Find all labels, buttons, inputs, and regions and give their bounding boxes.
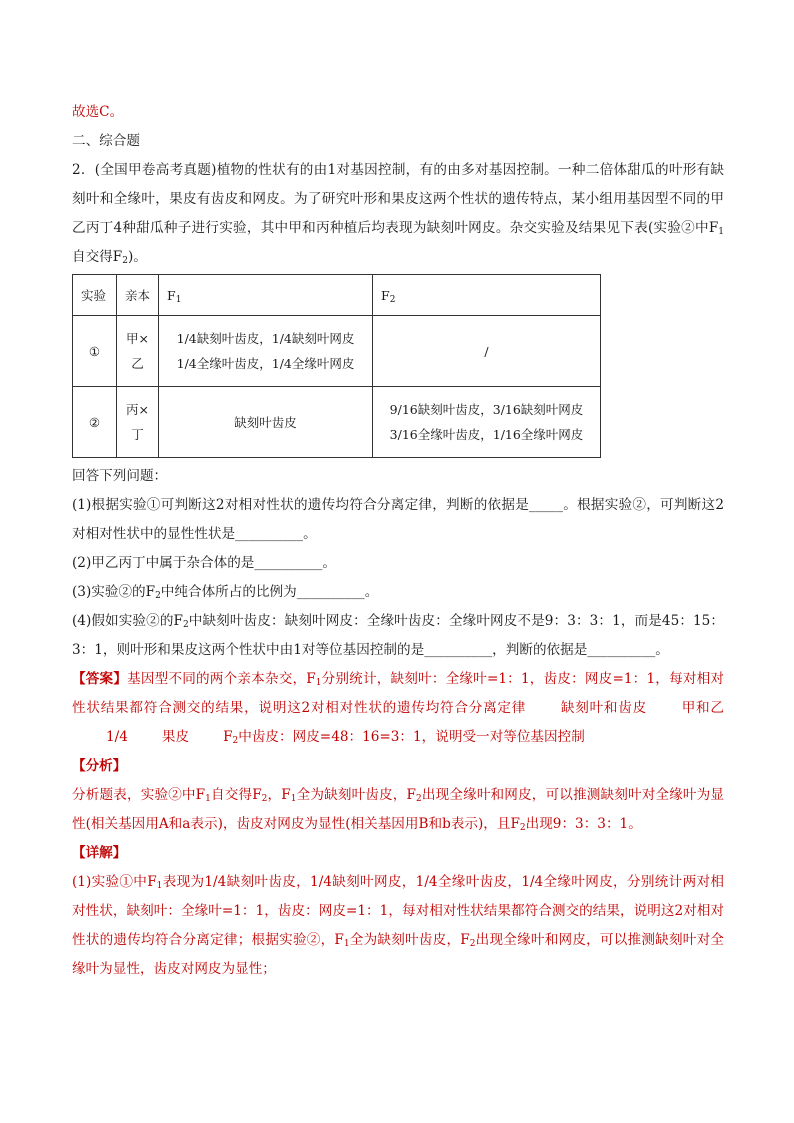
answer-prompt: 回答下列问题： bbox=[72, 468, 168, 484]
sub-question-1: (1)根据实验①可判断这2对相对性状的遗传均符合分离定律，判断的依据是_____。根据实验②，可判断这2对相对性状中的显性性状是__________。 bbox=[72, 497, 724, 542]
header-f1: $F_1$ bbox=[159, 275, 373, 316]
table-header-row bbox=[73, 275, 601, 316]
sub-question-3: (3)实验②的$F_2$中纯合体所占的比例为__________。 bbox=[72, 584, 379, 601]
analysis-label: 【分析】 bbox=[72, 758, 127, 774]
question-intro: 2．(全国甲卷高考真题)植物的性状有的由1对基因控制，有的由多对基因控制。一种二倍体甜瓜的叶形有缺刻叶和全缘叶，果皮有齿皮和网皮。为了研究叶形和果皮这两个性状的遗传特点，某小组用基因型不同的甲乙丙丁4种甜瓜种子进行实验，其中甲和丙种植后均表现为缺刻叶网皮。杂交实验及结果见下表(实验②中$F_1$自交得$F_2$)。 bbox=[72, 162, 724, 266]
header-parents: 亲本 bbox=[117, 275, 159, 316]
answer-3: 甲和乙 bbox=[680, 700, 724, 716]
cell-experiment: ① bbox=[73, 316, 117, 387]
section-heading: 二、综合题 bbox=[72, 133, 140, 149]
answer-2: 缺刻叶和齿皮 bbox=[560, 700, 647, 716]
sub-question-2: (2)甲乙丙丁中属于杂合体的是__________。 bbox=[72, 555, 336, 571]
table-row bbox=[73, 387, 601, 458]
answer-4: 1/4 bbox=[106, 729, 128, 745]
cell-f2: 9/16缺刻叶齿皮，3/16缺刻叶网皮 3/16全缘叶齿皮，1/16全缘叶网皮 bbox=[373, 387, 601, 458]
header-f2: $F_2$ bbox=[373, 275, 601, 316]
document-content bbox=[72, 98, 724, 984]
previous-answer-end: 故选C。 bbox=[72, 104, 124, 120]
detail-text: (1)实验①中$F_1$表现为1/4缺刻叶齿皮，1/4缺刻叶网皮，1/4全缘叶齿皮，1/4全缘叶网皮，分别统计两对相对性状，缺刻叶：全缘叶=1：1，齿皮：网皮=1：1，每对相对性状结果都符合测交的结果，说明这2对相对性状的遗传均符合分离定律；根据实验②，$F_1$全为缺刻叶齿皮，$F_2$出现全缘叶和网皮，可以推测缺刻叶对全缘叶为显性，齿皮对网皮为显性； bbox=[72, 874, 725, 977]
cell-f1: 1/4缺刻叶齿皮，1/4缺刻叶网皮 1/4全缘叶齿皮，1/4全缘叶网皮 bbox=[159, 316, 373, 387]
cell-experiment: ② bbox=[73, 387, 117, 458]
cell-parents: 丙×丁 bbox=[117, 387, 159, 458]
answer-section: 【答案】基因型不同的两个亲本杂交，$F_1$分别统计，缺刻叶：全缘叶=1：1，齿皮：网皮=1：1，每对相对性状结果都符合测交的结果，说明这2对相对性状的遗传均符合分离定律 缺刻叶和齿皮 甲和乙1/4 果皮 $F_2$中齿皮：网皮=48：16=3：1，说明受一对等位基因控制 bbox=[72, 671, 725, 746]
table-row bbox=[73, 316, 601, 387]
cell-f2: / bbox=[373, 316, 601, 387]
answer-label: 【答案】 bbox=[72, 671, 128, 687]
cell-parents: 甲×乙 bbox=[117, 316, 159, 387]
detail-label: 【详解】 bbox=[72, 845, 127, 861]
answer-6: $F_2$中齿皮：网皮=48：16=3：1，说明受一对等位基因控制 bbox=[223, 729, 585, 746]
answer-5: 果皮 bbox=[161, 729, 190, 745]
analysis-text: 分析题表，实验②中$F_1$自交得$F_2$，$F_1$全为缺刻叶齿皮，$F_2$出现全缘叶和网皮，可以推测缺刻叶对全缘叶为显性(相关基因用A和a表示)，齿皮对网皮为显性(相关基因用B和b表示)，且$F_2$出现9：3：3：1。 bbox=[72, 787, 725, 833]
header-experiment: 实验 bbox=[73, 275, 117, 316]
cell-f1: 缺刻叶齿皮 bbox=[159, 387, 373, 458]
sub-question-4: (4)假如实验②的$F_2$中缺刻叶齿皮：缺刻叶网皮：全缘叶齿皮：全缘叶网皮不是9：3：3：1，而是45：15：3：1，则叶形和果皮这两个性状中由1对等位基因控制的是__________，判断的依据是__________。 bbox=[72, 613, 725, 658]
experiment-table bbox=[72, 274, 601, 458]
